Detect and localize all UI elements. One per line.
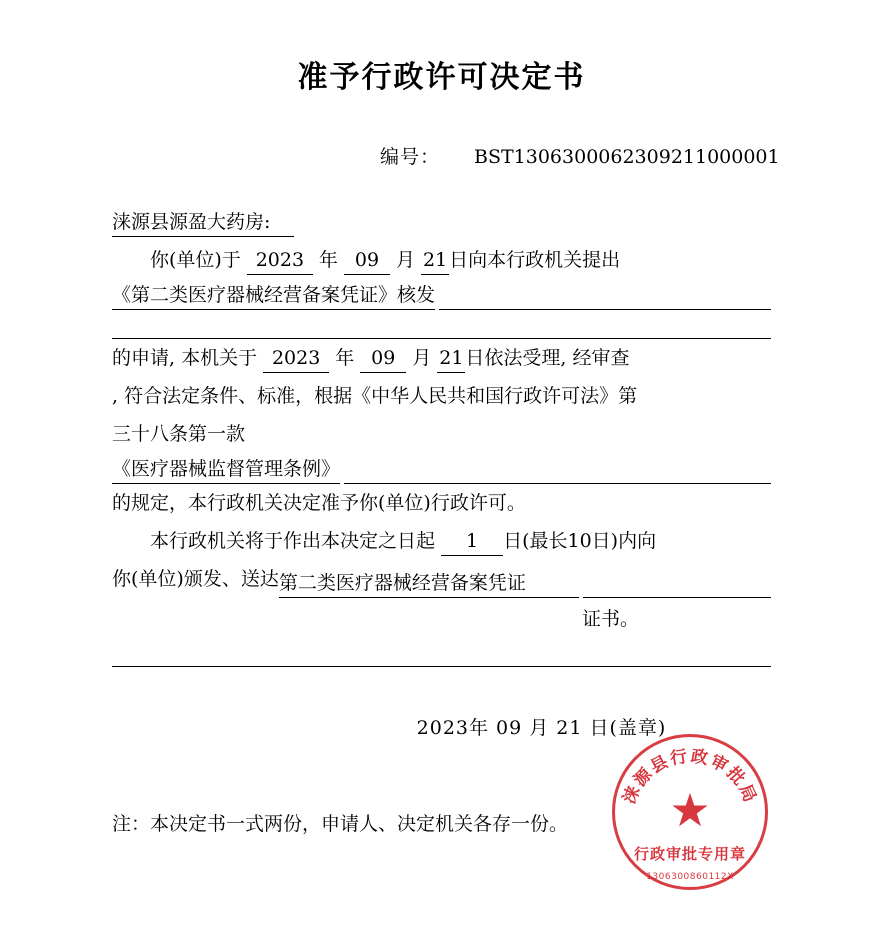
- p7-rule: [583, 567, 771, 598]
- p6-prefix: 本行政机关将于作出本决定之日起: [150, 530, 436, 552]
- seal-bottom-text: 行政审批专用章: [633, 845, 746, 863]
- paragraph-1: [112, 241, 771, 279]
- paragraph-2: [112, 339, 771, 377]
- p1-matter-row: [112, 279, 771, 310]
- p2-year-unit: 年: [335, 347, 355, 369]
- document-page: [0, 52, 883, 950]
- p2-month-field[interactable]: 09: [360, 344, 406, 373]
- p7-prefix: 你(单位)颁发、送达: [112, 568, 279, 590]
- serial-row: [0, 142, 883, 169]
- p2-prefix: 的申请, 本机关于: [112, 347, 258, 369]
- p1-year-unit: 年: [318, 249, 338, 271]
- p2-suffix: 日依法受理, 经审查: [465, 347, 630, 369]
- document-body: [0, 203, 883, 747]
- p2-month-unit: 月: [412, 347, 432, 369]
- p1-month-field[interactable]: 09: [344, 246, 390, 275]
- p1-day-field[interactable]: 21: [421, 246, 449, 275]
- star-icon: ★: [669, 783, 711, 838]
- paragraph-3-line-1: , 符合法定条件、标准，根据《中华人民共和国行政许可法》第: [112, 385, 638, 407]
- serial-value: BST1306300062309211000001: [474, 146, 780, 168]
- footer-note: 注：本决定书一式两份，申请人、决定机关各存一份。: [112, 813, 569, 835]
- p1-suffix: 日向本行政机关提出: [449, 249, 621, 271]
- seal-top-text: 涞源县行政审批局: [619, 746, 761, 807]
- legal-basis-field[interactable]: 《医疗器械监督管理条例》: [112, 455, 340, 484]
- p1-prefix: 你(单位)于: [150, 249, 241, 271]
- paragraph-3-line-2: 三十八条第一款: [112, 423, 246, 445]
- blank-rule-2: [112, 638, 771, 667]
- svg-text:涞源县行政审批局: [619, 745, 761, 807]
- p1-month-unit: 月: [396, 249, 416, 271]
- p6-suffix: 日(最长10日)内向: [503, 530, 657, 552]
- sign-date: 2023年 09 月 21 日(盖章): [416, 717, 667, 739]
- paragraph-5: 的规定，本行政机关决定准予你(单位)行政许可。: [112, 492, 526, 514]
- legal-basis-row: [112, 453, 771, 484]
- certificate-word: 证书。: [581, 608, 639, 630]
- p1-matter-rule: [439, 279, 771, 310]
- legal-basis-rule: [344, 453, 771, 484]
- seal-number: 1306300860112X: [646, 872, 734, 882]
- p7-deliver-field[interactable]: 第二类医疗器械经营备案凭证: [279, 569, 579, 598]
- p6-days-field[interactable]: 1: [441, 527, 503, 556]
- applicant-line: [112, 203, 771, 241]
- p2-year-field[interactable]: 2023: [263, 344, 329, 373]
- blank-rule-1: [112, 310, 771, 339]
- applicant-field[interactable]: 涞源县源盈大药房:: [112, 208, 294, 237]
- paragraph-6: [112, 522, 771, 560]
- page-title: 准予行政许可决定书: [297, 60, 586, 95]
- p1-year-field[interactable]: 2023: [247, 246, 313, 275]
- serial-label: 编号：: [380, 146, 441, 168]
- p2-day-field[interactable]: 21: [437, 344, 465, 373]
- p1-matter-field[interactable]: 《第二类医疗器械经营备案凭证》核发: [112, 281, 435, 310]
- paragraph-7: [112, 560, 771, 598]
